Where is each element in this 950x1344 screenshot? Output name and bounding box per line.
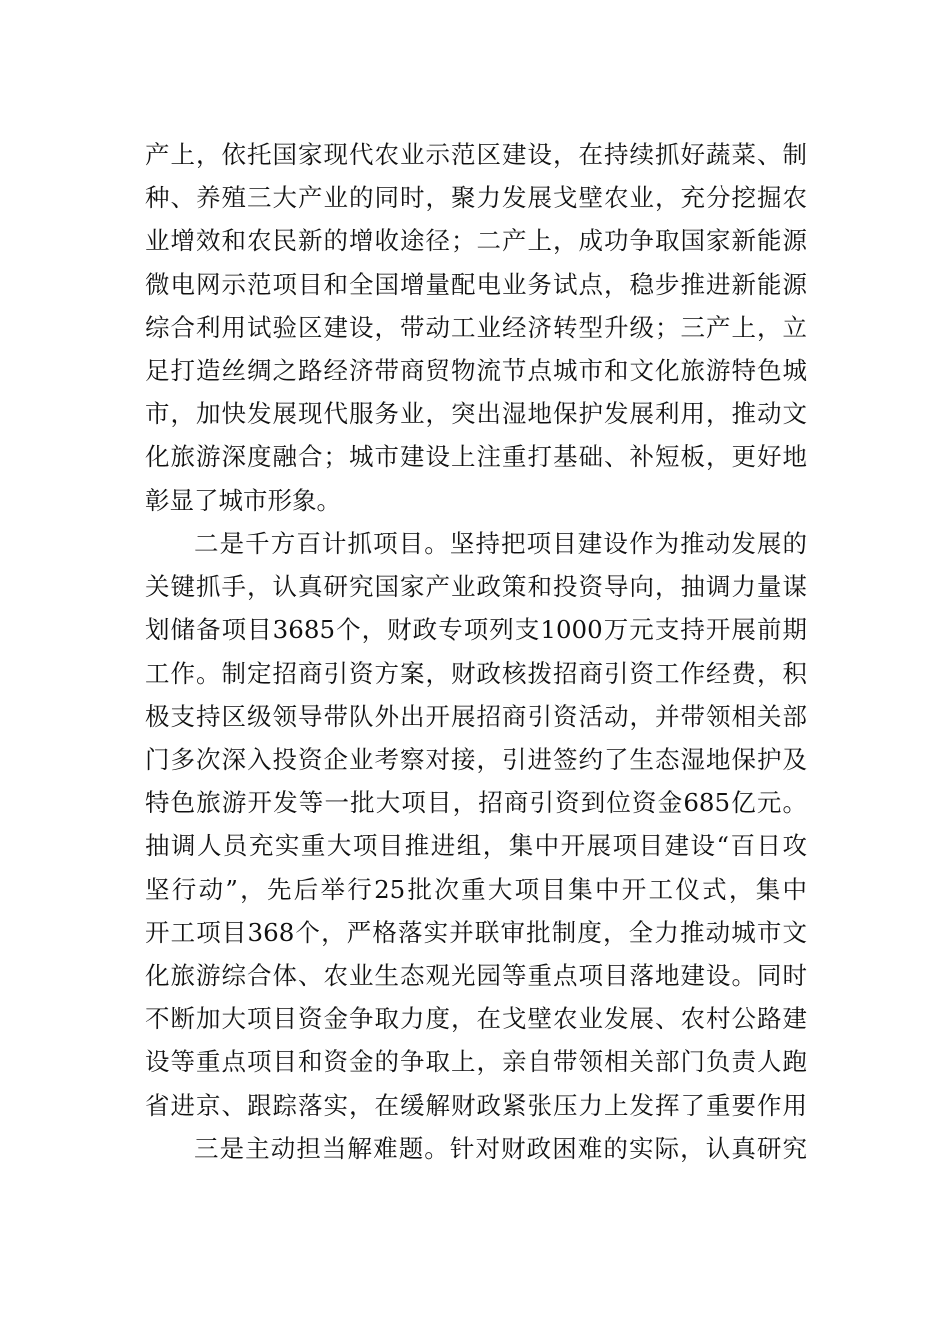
text-line: 足打造丝绸之路经济带商贸物流节点城市和文化旅游特色城 (145, 356, 807, 385)
text-line: 设等重点项目和资金的争取上，亲自带领相关部门负责人跑 (145, 1047, 807, 1076)
paragraph-first-line: 二是千方百计抓项目。坚持把项目建设作为推动发展的 (194, 529, 807, 558)
text-line: 特色旅游开发等一批大项目，招商引资到位资金685亿元。 (145, 788, 807, 817)
text-line: 门多次深入投资企业考察对接，引进签约了生态湿地保护及 (145, 745, 807, 774)
text-line: 划储备项目3685个，财政专项列支1000万元支持开展前期 (145, 615, 807, 644)
text-line: 抽调人员充实重大项目推进组，集中开展项目建设“百日攻 (145, 831, 807, 860)
text-line: 种、养殖三大产业的同时，聚力发展戈壁农业，充分挖掘农 (145, 183, 807, 212)
text-line: 市，加快发展现代服务业，突出湿地保护发展利用，推动文 (145, 399, 807, 428)
text-line: 极支持区级领导带队外出开展招商引资活动，并带领相关部 (145, 702, 807, 731)
paragraph-first-line: 三是主动担当解难题。针对财政困难的实际，认真研究 (194, 1134, 807, 1163)
text-line: 开工项目368个，严格落实并联审批制度，全力推动城市文 (145, 918, 807, 947)
text-line: 微电网示范项目和全国增量配电业务试点，稳步推进新能源 (145, 270, 807, 299)
text-line: 产上，依托国家现代农业示范区建设，在持续抓好蔬菜、制 (145, 140, 807, 169)
text-line: 省进京、跟踪落实，在缓解财政紧张压力上发挥了重要作用 (145, 1091, 807, 1120)
text-line: 化旅游综合体、农业生态观光园等重点项目落地建设。同时 (145, 961, 807, 990)
text-line: 彰显了城市形象。 (145, 486, 341, 515)
text-line: 化旅游深度融合；城市建设上注重打基础、补短板，更好地 (145, 442, 807, 471)
text-line: 业增效和农民新的增收途径；二产上，成功争取国家新能源 (145, 226, 807, 255)
text-line: 关键抓手，认真研究国家产业政策和投资导向，抽调力量谋 (145, 572, 807, 601)
text-line: 工作。制定招商引资方案，财政核拨招商引资工作经费，积 (145, 659, 807, 688)
text-line: 不断加大项目资金争取力度，在戈壁农业发展、农村公路建 (145, 1004, 807, 1033)
text-line: 坚行动”，先后举行25批次重大项目集中开工仪式，集中 (145, 875, 807, 904)
text-line: 综合利用试验区建设，带动工业经济转型升级；三产上，立 (145, 313, 807, 342)
